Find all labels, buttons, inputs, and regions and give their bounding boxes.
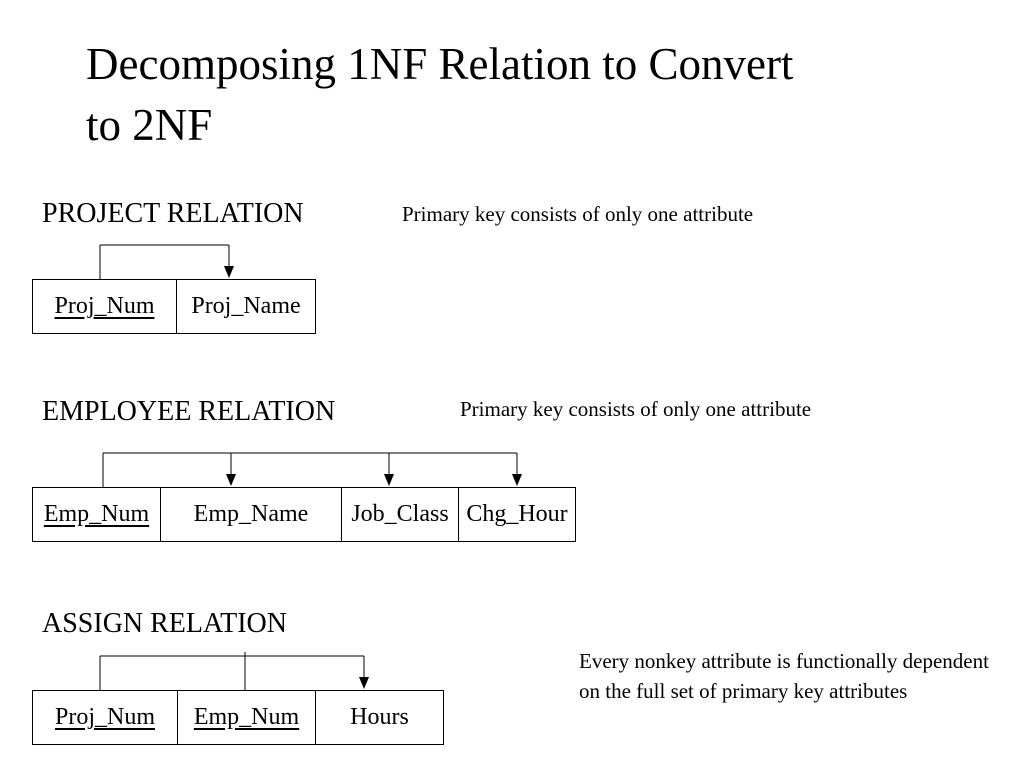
project-relation-note: Primary key consists of only one attribute [402,202,754,226]
assign-dependency-arrow [100,652,369,690]
employee-attr-emp-name-text: Emp_Name [193,501,309,527]
employee-relation-label: EMPLOYEE RELATION [42,396,336,427]
employee-attr-job-class-text: Job_Class [351,501,449,527]
assign-relation-label: ASSIGN RELATION [42,608,287,639]
project-attr-proj-name-text: Proj_Name [191,293,301,319]
assign-primary-key-proj-num: Proj_Num [54,704,155,730]
employee-relation-note: Primary key consists of only one attribute [460,397,812,421]
slide-title-line-2: to 2NF [86,100,213,150]
assign-attr-hours-text: Hours [350,704,409,730]
project-primary-key: Proj_Num [54,293,155,319]
project-dependency-arrow [100,245,234,279]
employee-dependency-arrows [103,453,522,487]
project-relation-label: PROJECT RELATION [42,198,304,229]
slide-title-line-1: Decomposing 1NF Relation to Convert [86,39,794,89]
employee-attr-chg-hour-text: Chg_Hour [466,501,568,527]
assign-primary-key-emp-num: Emp_Num [193,704,300,730]
employee-primary-key: Emp_Num [43,501,150,527]
assign-relation-note: Every nonkey attribute is functionally dependent on the full set of primary key attributes [579,649,989,703]
